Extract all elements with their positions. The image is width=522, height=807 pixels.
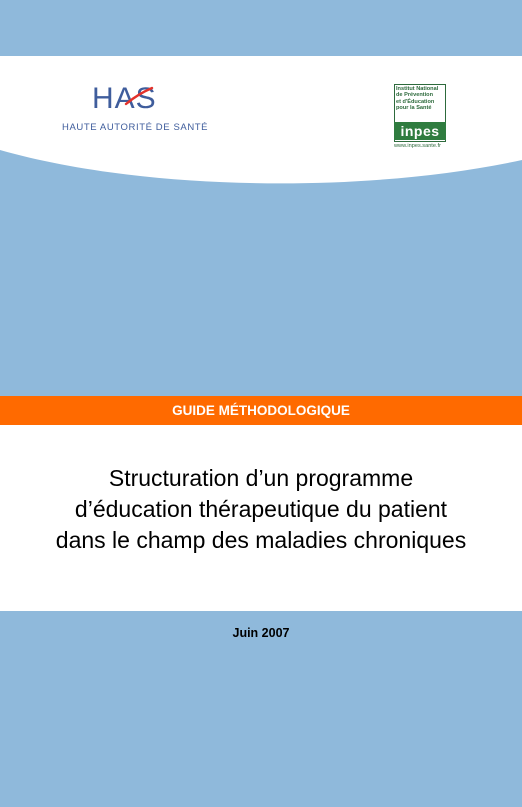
inpes-line: pour la Santé <box>396 105 432 112</box>
publication-date: Juin 2007 <box>232 626 290 640</box>
top-color-band <box>0 0 522 56</box>
inpes-line: Institut National <box>396 86 439 92</box>
has-logo-tagline: HAUTE AUTORITÉ DE SANTÉ <box>62 122 209 133</box>
has-logo <box>62 82 209 138</box>
inpes-logo <box>394 84 448 150</box>
guide-banner <box>0 396 522 425</box>
title-line: dans le champ des maladies chroniques <box>55 527 467 553</box>
inpes-url: www.inpes.sante.fr <box>394 143 441 149</box>
inpes-logo-text <box>396 86 444 112</box>
title-line: d’éducation thérapeutique du patient <box>74 496 448 522</box>
inpes-line: de Prévention <box>396 92 433 99</box>
guide-label: GUIDE MÉTHODOLOGIQUE <box>172 403 350 418</box>
bottom-color-band <box>0 611 522 807</box>
title-line: Structuration d’un programme <box>108 465 414 491</box>
inpes-wordmark: inpes <box>394 122 446 140</box>
document-title <box>0 425 522 611</box>
inpes-line: et d'Éducation <box>396 98 435 105</box>
middle-color-band <box>0 300 522 396</box>
has-swoosh-icon <box>124 84 154 110</box>
has-logo-letters: HAS <box>92 82 157 115</box>
